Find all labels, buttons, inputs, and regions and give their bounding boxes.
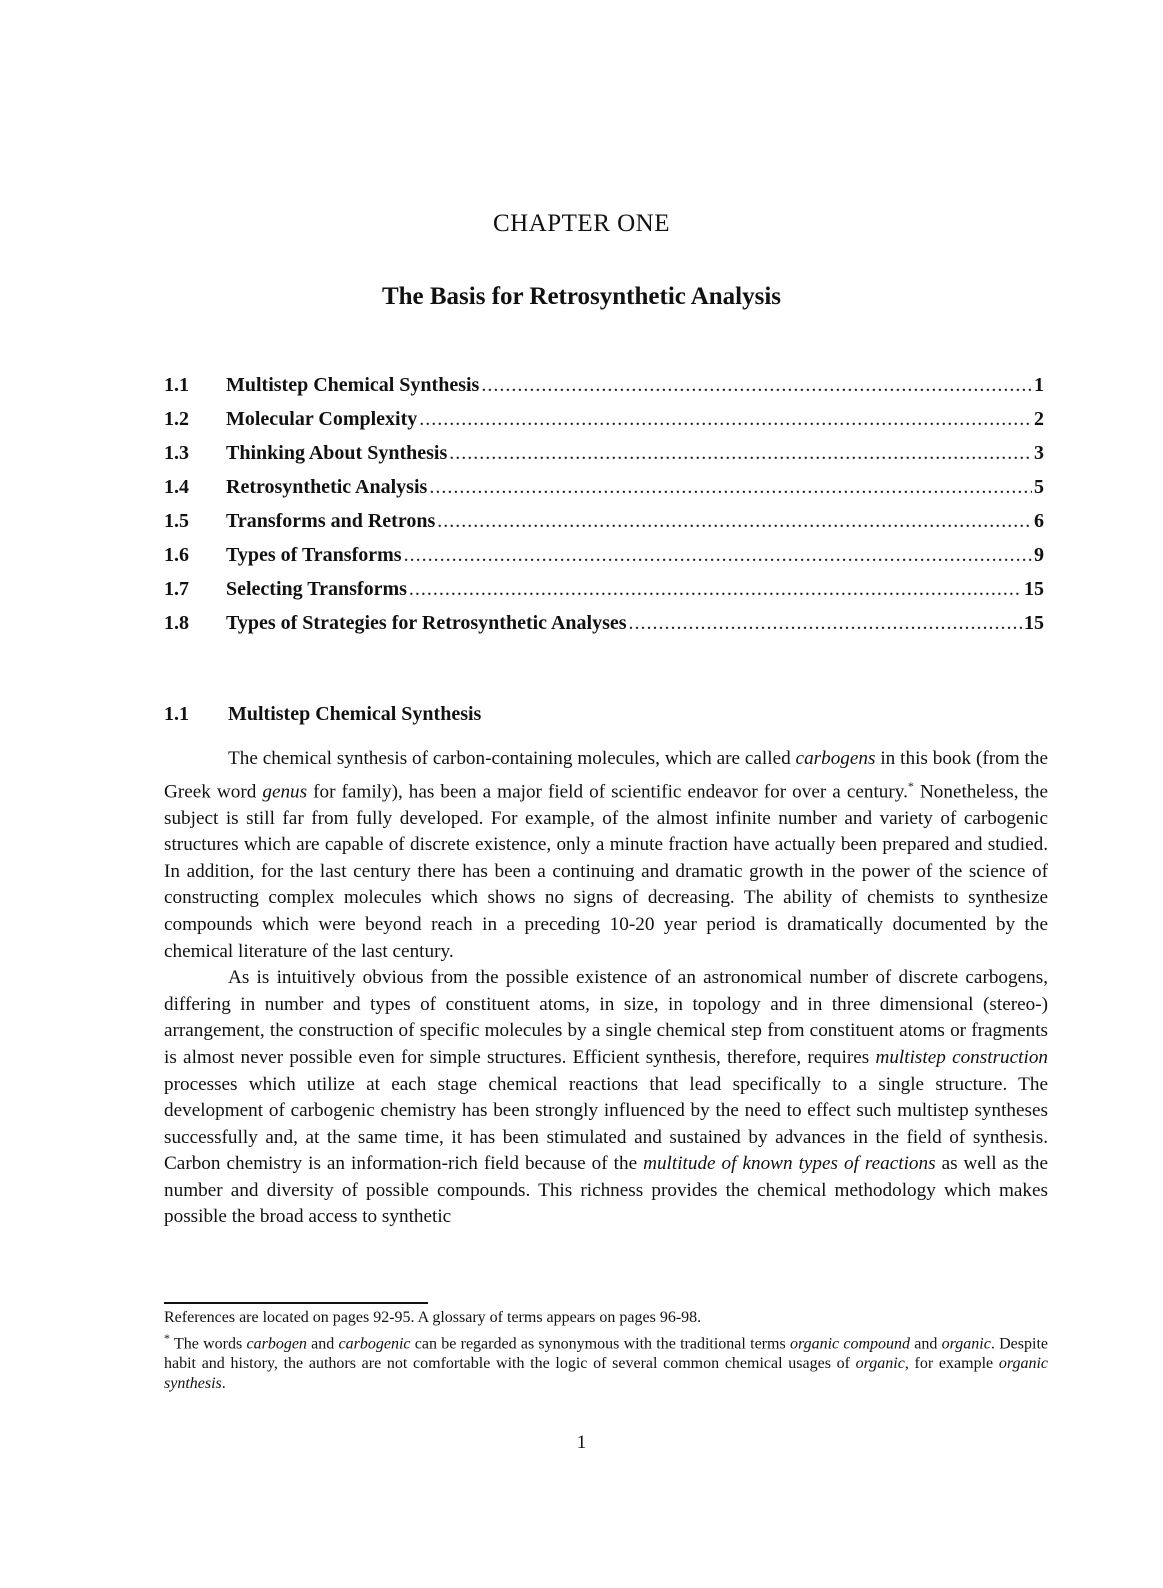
text-run: for family), has been a major field of scientific endeavor for over a century.	[307, 780, 908, 802]
section-heading	[164, 703, 481, 726]
footnote-marker[interactable]: *	[907, 778, 914, 793]
footnote-star	[164, 1328, 1048, 1394]
toc-entry-number: 1.6	[164, 544, 189, 566]
italic-term: multistep construction	[875, 1046, 1049, 1068]
toc-entry[interactable]	[164, 476, 1044, 510]
text-run: The chemical synthesis of carbon-containing molecules, which are called	[228, 748, 796, 769]
text-run: . Despite habit and history, the authors are not comfortable with the logic of several common chemical usages of	[164, 1335, 1048, 1373]
italic-term: carbogens	[795, 748, 876, 769]
body-paragraph	[164, 965, 1048, 1231]
toc-entry-number: 1.1	[164, 374, 189, 396]
toc-leader-dots	[404, 544, 1032, 567]
italic-term: organic synthesis	[164, 1355, 1048, 1393]
toc-entry[interactable]	[164, 578, 1044, 612]
text-run: .	[221, 1375, 226, 1393]
text-run: processes which utilize at each stage chemical reactions that lead specifically to a single structure. The development of carbogenic chemistry has been strongly influenced by the need to effect such multistep syntheses successfully and, at the same time, it has been stimulated and sustained by advances in the field of synthesis. Carbon chemistry is an information-rich field because of the	[164, 1073, 1048, 1175]
text-run: As is intuitively obvious from the possible existence of an astronomical number of discrete carbogens, differing in number and types of constituent atoms, in size, in topology and in three dimensional (stereo-) arrangement, the construction of specific molecules by a single chemical step from constituent atoms or fragments is almost never possible even for simple structures. Efficient synthesis, therefore, requires	[164, 967, 1048, 1068]
section-title: Multistep Chemical Synthesis	[228, 703, 482, 725]
toc-entry-title: Selecting Transforms	[226, 578, 407, 600]
toc-entry[interactable]	[164, 442, 1044, 476]
toc-leader-dots	[449, 442, 1032, 465]
footnotes	[164, 1308, 1048, 1394]
chapter-label: CHAPTER ONE	[492, 210, 671, 237]
toc-entry[interactable]	[164, 374, 1044, 408]
body-paragraph	[164, 746, 1048, 965]
toc-leader-dots	[629, 612, 1022, 635]
toc-entry-number: 1.2	[164, 408, 189, 430]
text-run: Nonetheless, the subject is still far from fully developed. For example, of the almost infinite number and variety of carbogenic structures which are capable of discrete existence, only a minute fraction have actually been prepared and studied. In addition, for the last century there has been a continuing and dramatic growth in the power of the science of constructing complex molecules which shows no signs of decreasing. The ability of chemists to synthesize compounds which were beyond reach in a preceding 10-20 year period is dramatically documented by the chemical literature of the last century.	[164, 780, 1048, 962]
toc-entry-page: 2	[1034, 408, 1044, 430]
italic-term: carbogenic	[338, 1335, 411, 1353]
toc-leader-dots	[419, 408, 1032, 431]
text-run: as well as the number and diversity of possible compounds. This richness provides the chemical methodology which makes possible the broad access to synthetic	[164, 1153, 1048, 1228]
section-number: 1.1	[164, 703, 189, 725]
text-run: and	[306, 1335, 339, 1353]
toc-entry-title: Types of Strategies for Retrosynthetic Analyses	[226, 612, 627, 634]
toc-entry-page: 9	[1034, 544, 1044, 566]
toc-entry-page: 6	[1034, 510, 1044, 532]
footnote-rule	[164, 1302, 428, 1304]
text-run: and	[910, 1335, 942, 1353]
toc-entry-number: 1.7	[164, 578, 189, 600]
toc-entry-page: 15	[1024, 612, 1044, 634]
toc-entry-page: 15	[1024, 578, 1044, 600]
toc-entry[interactable]	[164, 408, 1044, 442]
table-of-contents	[164, 374, 1044, 646]
italic-term: carbogen	[246, 1335, 307, 1353]
toc-entry-page: 1	[1034, 374, 1044, 396]
page-number: 1	[576, 1432, 587, 1453]
toc-entry-title: Thinking About Synthesis	[226, 442, 448, 464]
toc-leader-dots	[409, 578, 1022, 601]
italic-term: organic	[941, 1335, 991, 1353]
toc-entry[interactable]	[164, 510, 1044, 544]
chapter-title: The Basis for Retrosynthetic Analysis	[381, 283, 782, 310]
toc-entry-title: Types of Transforms	[226, 544, 402, 566]
toc-leader-dots	[437, 510, 1032, 533]
toc-entry-number: 1.5	[164, 510, 189, 532]
toc-entry-number: 1.4	[164, 476, 189, 498]
italic-term: multitude of known types of reactions	[643, 1153, 936, 1175]
body-text	[164, 746, 1048, 1231]
footnote-references: References are located on pages 92-95. A glossary of terms appears on pages 96-98.	[164, 1309, 702, 1326]
footnote-marker: *	[164, 1331, 170, 1345]
text-run: , for example	[904, 1355, 999, 1373]
toc-entry-title: Molecular Complexity	[226, 408, 418, 430]
toc-leader-dots	[429, 476, 1032, 499]
toc-entry-number: 1.8	[164, 612, 189, 634]
toc-entry-title: Retrosynthetic Analysis	[226, 476, 428, 498]
toc-entry-page: 5	[1034, 476, 1044, 498]
toc-entry-page: 3	[1034, 442, 1044, 464]
text-run: can be regarded as synonymous with the traditional terms	[410, 1335, 790, 1353]
text-run: in this book (from the Greek word	[164, 748, 1048, 802]
toc-entry-number: 1.3	[164, 442, 189, 464]
italic-term: organic compound	[789, 1335, 911, 1353]
toc-entry-title: Multistep Chemical Synthesis	[226, 374, 480, 396]
italic-term: organic	[855, 1355, 905, 1373]
text-run: The words	[170, 1335, 247, 1353]
italic-term: genus	[262, 780, 308, 802]
toc-entry[interactable]	[164, 544, 1044, 578]
toc-entry[interactable]	[164, 612, 1044, 646]
toc-entry-title: Transforms and Retrons	[226, 510, 436, 532]
toc-leader-dots	[481, 374, 1032, 397]
